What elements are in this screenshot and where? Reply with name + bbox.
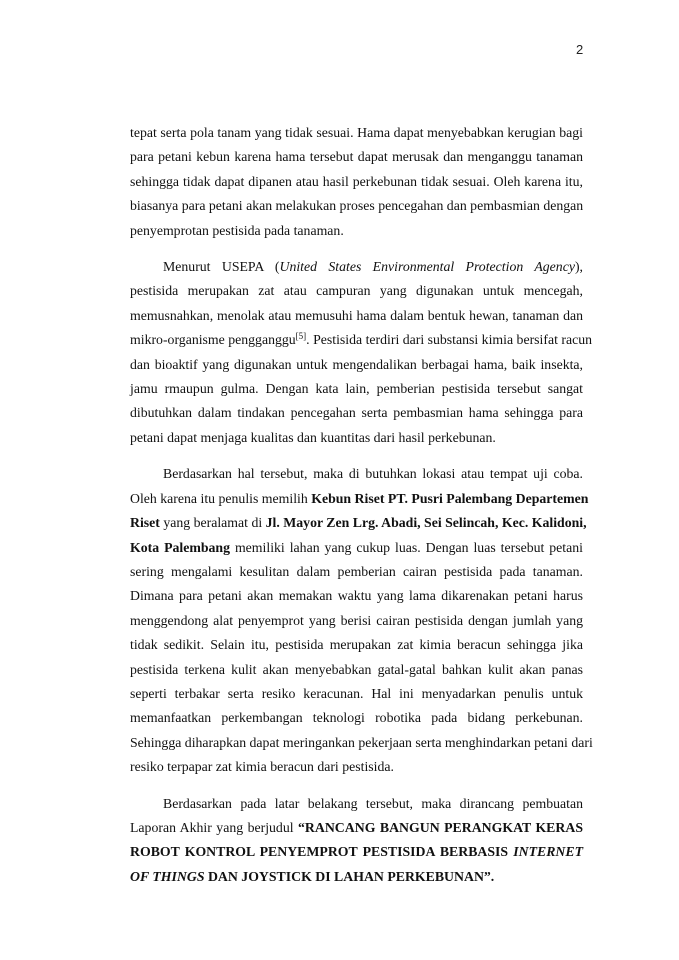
text-run: Laporan Akhir yang berjudul bbox=[130, 819, 299, 835]
text-line: tepat serta pola tanam yang tidak sesuai. Hama dapat menyebabkan kerugian bagi bbox=[130, 125, 583, 140]
text-line bbox=[130, 536, 583, 560]
text-line bbox=[130, 840, 583, 864]
location-name: Riset bbox=[130, 515, 160, 531]
text-line: pestisida merupakan zat atau campuran yang digunakan untuk mencegah, bbox=[130, 283, 583, 299]
report-title: “RANCANG BANGUN PERANGKAT KERAS bbox=[298, 819, 583, 835]
report-title: OF THINGS bbox=[130, 868, 205, 884]
paragraph-4 bbox=[130, 792, 583, 890]
report-title: INTERNET bbox=[513, 844, 583, 860]
text-line: memanfaatkan perkembangan teknologi robotika pada bidang perkebunan. bbox=[130, 710, 583, 726]
text-line: biasanya para petani akan melakukan proses pencegahan dan pembasmian dengan bbox=[130, 198, 584, 214]
text-run: ), bbox=[574, 259, 583, 275]
text-line: tidak sedikit. Selain itu, pestisida merupakan zat kimia beracun sehingga jika bbox=[130, 637, 583, 653]
text-line: dibutuhkan dalam tindakan pencegahan serta pembasmian hama sehingga para bbox=[130, 405, 583, 421]
text-line: resiko terpapar zat kimia beracun dari pestisida. bbox=[130, 759, 394, 775]
text-line: seperti terbakar serta resiko keracunan. Hal ini menyadarkan penulis untuk bbox=[130, 685, 583, 701]
text-line: Sehingga diharapkan dapat meringankan pekerjaan serta menghindarkan petani dari bbox=[130, 734, 593, 750]
text-run: mikro-organisme pengganggu bbox=[130, 332, 296, 348]
agency-name: United States Environmental Protection Agency bbox=[279, 259, 575, 275]
text-run: yang beralamat di bbox=[159, 515, 266, 531]
paragraph-1 bbox=[130, 121, 583, 243]
body-text bbox=[130, 121, 593, 889]
text-line bbox=[130, 328, 593, 352]
text-line: Berdasarkan hal tersebut, maka di butuhkan lokasi atau tempat uji coba. bbox=[163, 466, 583, 482]
text-line: Berdasarkan pada latar belakang tersebut, maka dirancang pembuatan bbox=[163, 795, 583, 811]
text-line bbox=[130, 255, 583, 279]
address: Jl. Mayor Zen Lrg. Abadi, Sei Selincah, Kec. Kalidoni, bbox=[265, 515, 587, 531]
paragraph-2 bbox=[130, 255, 593, 450]
text-line: dan bioaktif yang digunakan untuk mengendalikan berbagai hama, baik insekta, bbox=[130, 356, 583, 372]
text-run: Menurut USEPA ( bbox=[163, 259, 280, 275]
text-line bbox=[130, 487, 589, 511]
text-line: Dimana para petani akan memakan waktu yang lama dikarenakan petani harus bbox=[130, 588, 583, 604]
text-run: memiliki lahan yang cukup luas. Dengan luas tersebut petani bbox=[230, 539, 583, 555]
text-line: sehingga tidak dapat dipanen atau hasil perkebunan tidak sesuai. Oleh karena itu, bbox=[130, 173, 583, 189]
text-line: jamu rmaupun gulma. Dengan kata lain, pemberian pestisida tersebut sangat bbox=[130, 381, 583, 397]
location-name: Kebun Riset PT. Pusri Palembang Departemen bbox=[311, 490, 589, 506]
text-line: para petani kebun karena hama tersebut dapat merusak dan menganggu tanaman bbox=[130, 149, 583, 165]
text-line: petani dapat menjaga kualitas dan kuantitas dari hasil perkebunan. bbox=[130, 429, 496, 445]
text-line: sering mengalami kesulitan dalam pemberian cairan pestisida pada tanaman. bbox=[130, 563, 583, 579]
text-line bbox=[130, 511, 587, 535]
text-line: penyemprotan pestisida pada tanaman. bbox=[130, 222, 344, 238]
text-line bbox=[130, 816, 583, 840]
citation-reference: [5] bbox=[295, 331, 307, 342]
report-title: DAN JOYSTICK DI LAHAN PERKEBUNAN”. bbox=[204, 868, 495, 884]
text-line bbox=[130, 865, 583, 889]
text-run: Oleh karena itu penulis memilih bbox=[130, 490, 312, 506]
page-number: 2 bbox=[576, 42, 584, 57]
paragraph-3 bbox=[130, 462, 593, 779]
text-line: memusnahkan, menolak atau memusuhi hama dalam bentuk hewan, tanaman dan bbox=[130, 307, 583, 323]
text-line: menggendong alat penyemprot yang berisi cairan pestisida dengan jumlah yang bbox=[130, 612, 583, 628]
text-run: . Pestisida terdiri dari substansi kimia bersifat racun bbox=[306, 332, 593, 348]
report-title: ROBOT KONTROL PENYEMPROT PESTISIDA BERBASIS bbox=[130, 844, 514, 860]
address: Kota Palembang bbox=[130, 539, 230, 555]
text-line: pestisida terkena kulit akan menyebabkan gatal-gatal bahkan kulit akan panas bbox=[130, 661, 583, 677]
